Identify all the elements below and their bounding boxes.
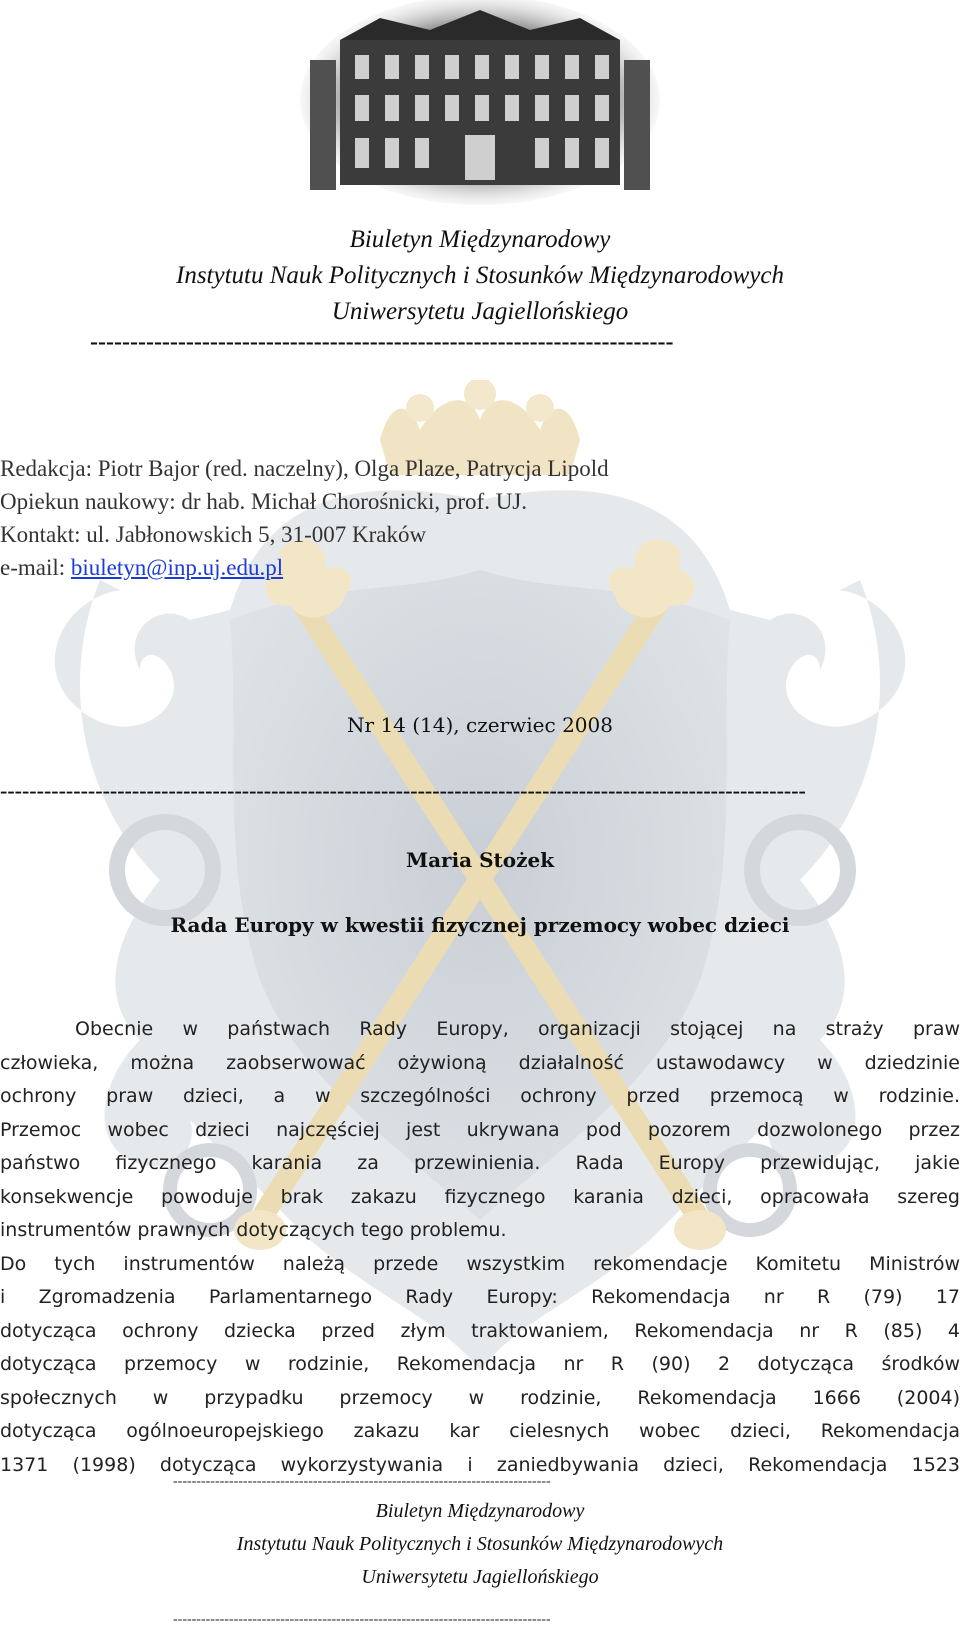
page-footer — [0, 1495, 960, 1594]
body-line: konsekwencje powoduje brak zakazu fizycznego karania dzieci, opracowała szereg — [0, 1185, 960, 1208]
body-line: i Zgromadzenia Parlamentarnego Rady Europy: Rekomendacja nr R (79) 17 — [0, 1286, 960, 1308]
body-line: ochrony praw dzieci, a w szczególności ochrony przed przemocą w rodzinie. — [0, 1085, 960, 1107]
body-line: dotycząca ochrony dziecka przed złym traktowaniem, Rekomendacja nr R (85) 4 — [0, 1319, 960, 1342]
article-author: Maria Stożek — [405, 848, 555, 872]
body-line: człowieka, można zaobserwować ożywioną działalność ustawodawcy w dziedzinie — [0, 1051, 960, 1074]
footer-line-2: Instytutu Nauk Politycznych i Stosunków Międzynarodowych — [236, 1533, 724, 1555]
masthead-line-1: Biuletyn Międzynarodowy — [349, 226, 611, 253]
footer-line-3: Uniwersytetu Jagiellońskiego — [361, 1566, 599, 1588]
email-link[interactable]: biuletyn@inp.uj.edu.pl — [70, 555, 284, 580]
body-line: Przemoc wobec dzieci najczęściej jest ukrywana pod pozorem dozwolonego przez — [0, 1118, 960, 1141]
body-line: państwo fizycznego karania za przewinienia. Rada Europy przewidując, jakie — [0, 1152, 960, 1174]
editorial-board: Redakcja: Piotr Bajor (red. naczelny), Olga Plaze, Patrycja Lipold — [0, 456, 609, 481]
masthead-line-2: Instytutu Nauk Politycznych i Stosunków Międzynarodowych — [176, 262, 784, 289]
article-title: Rada Europy w kwestii fizycznej przemocy wobec dzieci — [170, 913, 790, 937]
body-line: instrumentów prawnych dotyczących tego problemu. — [0, 1219, 507, 1241]
article-body — [0, 1013, 960, 1482]
footer-line-1: Biuletyn Międzynarodowy — [375, 1500, 585, 1522]
email-line — [0, 551, 609, 584]
masthead-rule: ------------------------------------------------------------------------- — [90, 329, 674, 355]
body-line: Do tych instrumentów należą przede wszystkim rekomendacje Komitetu Ministrów — [0, 1252, 960, 1275]
masthead-line-3: Uniwersytetu Jagiellońskiego — [331, 298, 629, 325]
body-line: dotycząca ogólnoeuropejskiego zakazu kar cielesnych wobec dzieci, Rekomendacja — [0, 1420, 960, 1442]
editorial-info — [0, 452, 609, 584]
body-line: 1371 (1998) dotycząca wykorzystywania i zaniedbywania dzieci, Rekomendacja 1523 — [0, 1453, 960, 1476]
body-line: społecznych w przypadku przemocy w rodzinie, Rekomendacja 1666 (2004) — [0, 1386, 960, 1409]
issue-number: Nr 14 (14), czerwiec 2008 — [347, 713, 613, 737]
body-line: Obecnie w państwach Rady Europy, organizacji stojącej na straży praw — [75, 1018, 960, 1040]
academic-supervisor: Opiekun naukowy: dr hab. Michał Chorośnicki, prof. UJ. — [0, 489, 528, 514]
university-building-photo — [300, 0, 660, 205]
masthead — [0, 222, 960, 330]
footer-rule-bottom: --------------------------------------------------------------------------------- — [173, 1612, 551, 1627]
body-line: dotycząca przemocy w rodzinie, Rekomendacja nr R (90) 2 dotycząca środków — [0, 1353, 960, 1375]
footer-rule-top: --------------------------------------------------------------------------------- — [173, 1474, 551, 1489]
contact-address: Kontakt: ul. Jabłonowskich 5, 31-007 Kraków — [0, 522, 427, 547]
section-separator: -------------------------------------------------------------------------------------------------------------- — [0, 778, 806, 803]
email-label: e-mail: — [0, 555, 71, 580]
